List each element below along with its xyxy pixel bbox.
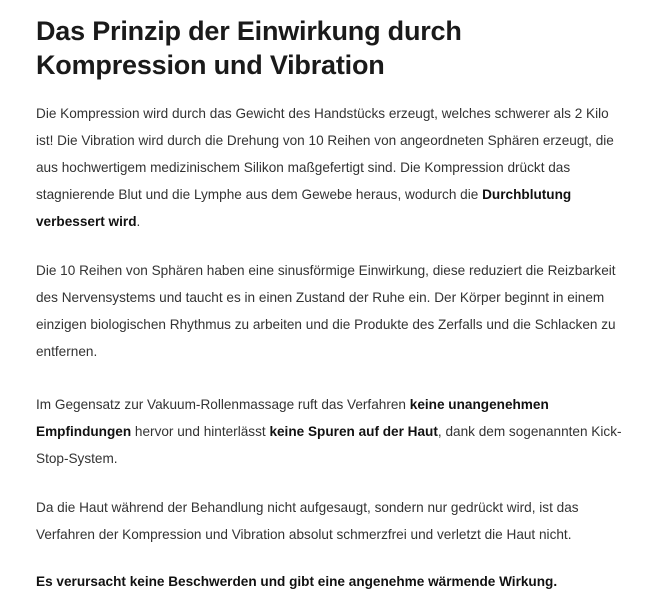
paragraph3-text-part3: , dank dem sogenannten Kick-Stop-System. [36, 424, 622, 466]
closing-statement: Es verursacht keine Beschwerden und gibt eine angenehme wärmende Wirkung. [36, 574, 558, 589]
paragraph3-text-part1: Im Gegensatz zur Vakuum-Rollenmassage ruft das Verfahren [36, 397, 410, 412]
paragraph-comparison-vacuum [36, 391, 626, 472]
page-title: Das Prinzip der Einwirkung durch Kompression und Vibration [36, 16, 462, 80]
paragraph1-text-part2: . [136, 214, 141, 229]
paragraph1-emphasis-durchblutung: Durchblutung verbessert wird [36, 187, 572, 229]
paragraph1-text-part1: Die Kompression wird durch das Gewicht des Handstücks erzeugt, welches schwerer als 2 Kilo ist! Die Vibration wird durch die Drehung von 10 Reihen von angeordneten Sphären erzeugt, die aus hochwertigem medizinischem Silikon maßgefertigt sind. Die Kompression drückt das stagnierende Blut und die Lymphe aus dem Gewebe heraus, wodurch die [36, 106, 614, 202]
paragraph3-emphasis-spuren: keine Spuren auf der Haut [269, 424, 438, 439]
paragraph-spheres-effect: Die 10 Reihen von Sphären haben eine sinusförmige Einwirkung, diese reduziert die Reizbarkeit des Nervensystems und taucht es in einen Zustand der Ruhe ein. Der Körper beginnt in einem einzigen biologischen Rhythmus zu arbeiten und die Produkte des Zerfalls und die Schlacken zu entfernen. [36, 263, 616, 359]
paragraph3-emphasis-empfindungen: keine unangenehmen Empfindungen [36, 397, 549, 439]
paragraph3-text-part2: hervor und hinterlässt [131, 424, 270, 439]
paragraph-compression-vibration [36, 100, 626, 235]
paragraph-painless-treatment: Da die Haut während der Behandlung nicht aufgesaugt, sondern nur gedrückt wird, ist das Verfahren der Kompression und Vibration absolut schmerzfrei und verletzt die Haut nicht. [36, 500, 579, 542]
